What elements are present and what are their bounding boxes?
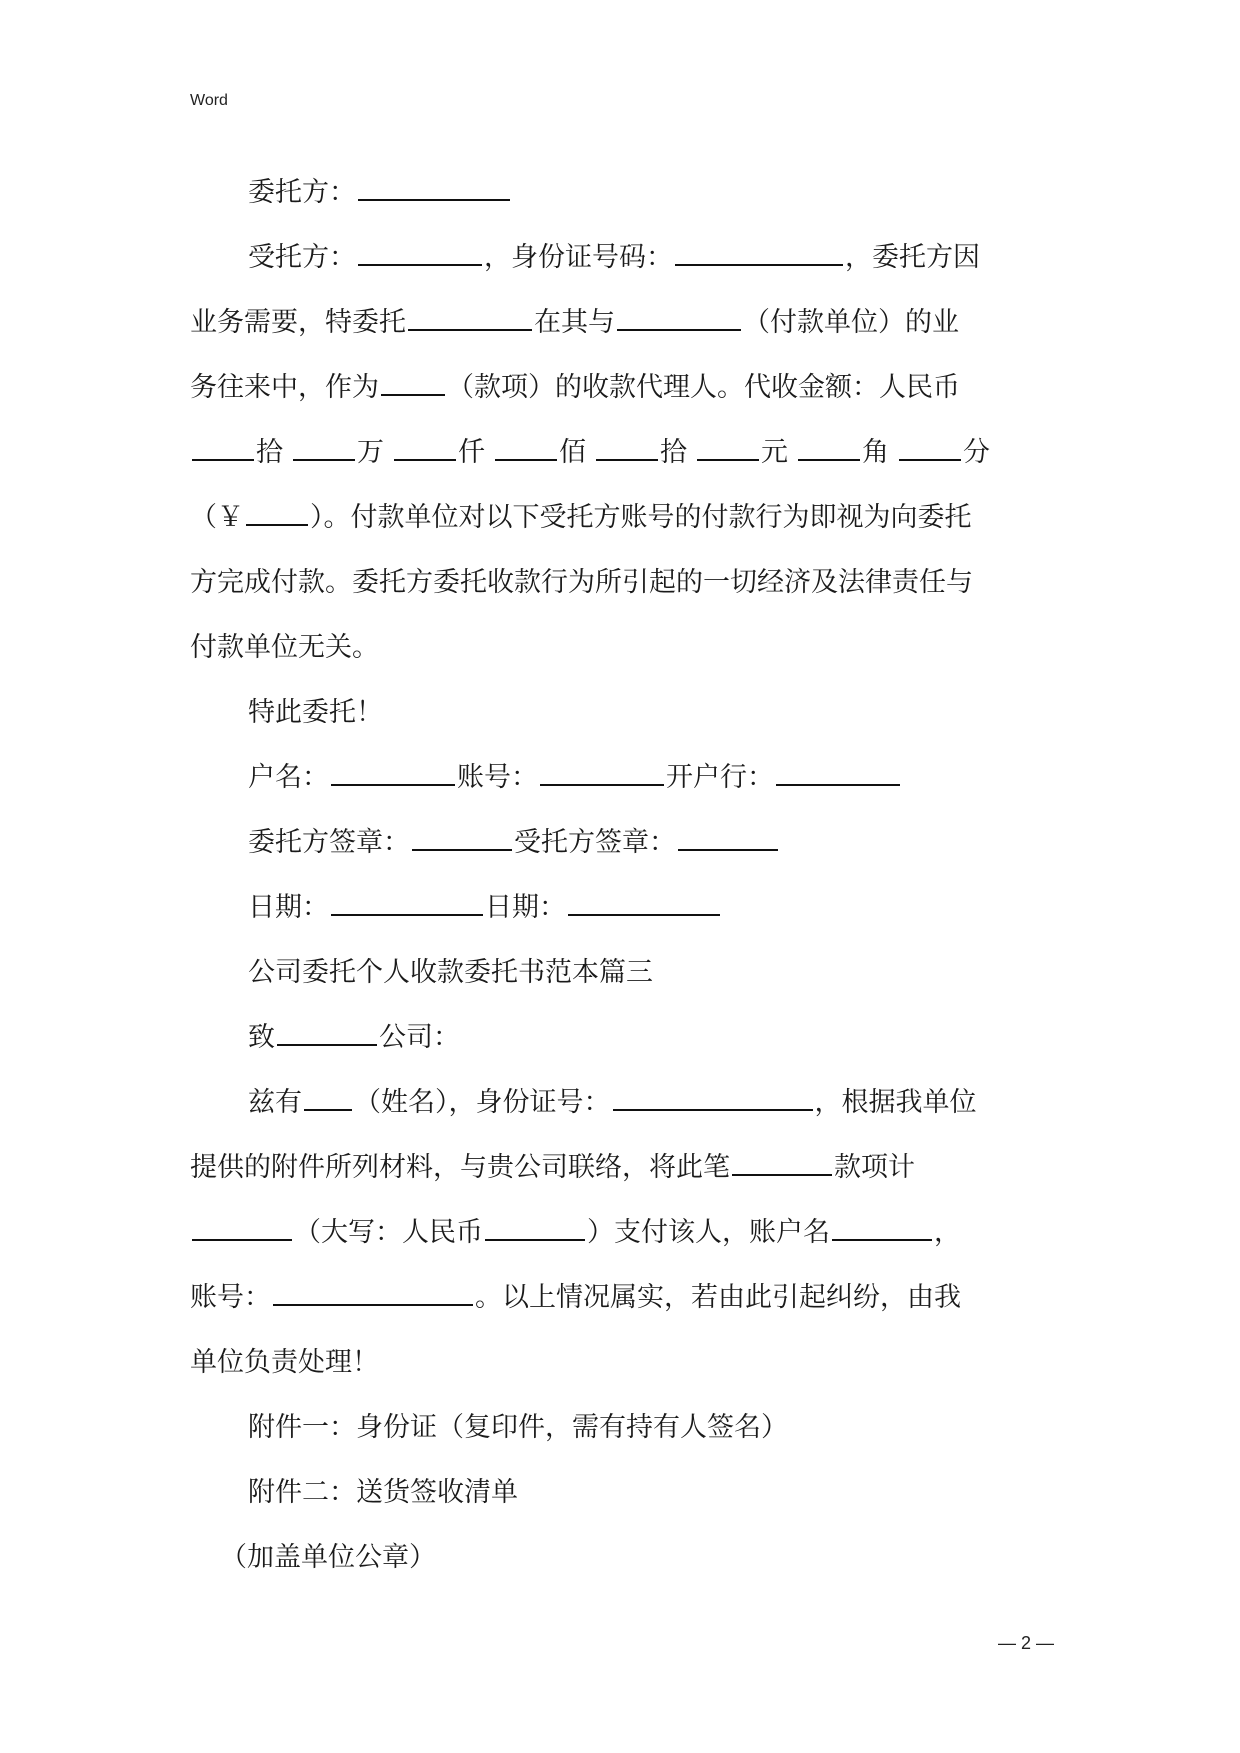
line-text: 委托方签章： — [248, 827, 410, 858]
line-text: 账号： — [190, 1282, 271, 1313]
amount-line — [190, 420, 1056, 485]
id-number-blank — [613, 1079, 813, 1111]
line-text: 附件一：身份证（复印件，需有持有人签名） — [248, 1412, 788, 1443]
amount-unit: 拾 — [660, 437, 687, 468]
amount-blank — [192, 1209, 292, 1241]
line-text: 受托方： — [248, 242, 356, 273]
account-holder-blank — [832, 1209, 932, 1241]
trustee-name-blank — [358, 234, 482, 266]
seal-note-line — [190, 1525, 1056, 1590]
amount-blank — [192, 429, 254, 461]
amount-unit: 分 — [963, 437, 990, 468]
amount-blank — [495, 429, 557, 461]
line-text: 兹有 — [248, 1087, 302, 1118]
paragraph-line — [190, 550, 1056, 615]
line-text: 在其与 — [534, 307, 615, 338]
paragraph-line — [190, 355, 1056, 420]
line-text: 特此委托！ — [248, 697, 383, 728]
paragraph-line — [190, 485, 1056, 550]
account-number-blank — [540, 754, 664, 786]
line-text: （付款单位）的业 — [743, 307, 959, 338]
line-text: 委托方： — [248, 177, 356, 208]
amount-blank — [394, 429, 456, 461]
account-number-blank — [273, 1274, 473, 1306]
document-body — [190, 160, 1056, 1590]
paragraph-line — [190, 1200, 1056, 1265]
paragraph-line — [190, 1330, 1056, 1395]
line-text: 受托方签章： — [514, 827, 676, 858]
line-text: ）。付款单位对以下受托方账号的付款行为即视为向委托 — [310, 502, 972, 533]
line-text: 致 — [248, 1022, 275, 1053]
amount-blank — [293, 429, 355, 461]
account-name-blank — [331, 754, 455, 786]
payer-blank — [617, 299, 741, 331]
line-text: （加盖单位公章） — [220, 1542, 436, 1573]
line-text: ，根据我单位 — [814, 1087, 977, 1118]
paragraph-line — [190, 1135, 1056, 1200]
date-line — [190, 875, 1056, 940]
paragraph-line — [190, 615, 1056, 680]
line-text: 日期： — [485, 892, 566, 923]
attachment-line — [190, 1395, 1056, 1460]
paragraph-line — [190, 1070, 1056, 1135]
line-text: 账号： — [457, 762, 538, 793]
line-text: ，身份证号码： — [484, 242, 673, 273]
amount-blank — [697, 429, 759, 461]
company-blank — [277, 1014, 377, 1046]
line-text: ，委托方因 — [845, 242, 980, 273]
agent-blank — [408, 299, 532, 331]
line-text: ）支付该人，账户名 — [587, 1217, 830, 1248]
paragraph-line — [190, 290, 1056, 355]
account-info-line — [190, 745, 1056, 810]
entrusting-party-blank — [358, 169, 510, 201]
line-text: （大写：人民币 — [294, 1217, 483, 1248]
entrusting-signature-blank — [412, 819, 512, 851]
date-blank — [331, 884, 483, 916]
page-number: — 2 — — [997, 1633, 1054, 1653]
payment-blank — [732, 1144, 832, 1176]
line-text: （￥ — [190, 502, 244, 533]
amount-unit: 万 — [357, 437, 384, 468]
line-text: （姓名），身份证号： — [354, 1087, 611, 1118]
date-blank — [568, 884, 720, 916]
line-text: 公司： — [379, 1022, 460, 1053]
line-text: 付款单位无关。 — [190, 632, 379, 663]
line-text: 开户行： — [666, 762, 774, 793]
amount-blank — [798, 429, 860, 461]
amount-unit: 角 — [862, 437, 889, 468]
id-number-blank — [675, 234, 843, 266]
trustee-signature-blank — [678, 819, 778, 851]
trustee-line — [190, 225, 1056, 290]
yuan-amount-blank — [246, 494, 308, 526]
line-text: ， — [934, 1217, 961, 1248]
attachment-line — [190, 1460, 1056, 1525]
line-text: 提供的附件所列材料，与贵公司联络，将此笔 — [190, 1152, 730, 1183]
amount-unit: 佰 — [559, 437, 586, 468]
line-text: 方完成付款。委托方委托收款行为所引起的一切经济及法律责任与 — [190, 567, 973, 598]
paragraph-line — [190, 1265, 1056, 1330]
signature-line — [190, 810, 1056, 875]
bank-blank — [776, 754, 900, 786]
amount-unit: 仟 — [458, 437, 485, 468]
capital-amount-blank — [485, 1209, 585, 1241]
name-blank — [304, 1079, 352, 1111]
amount-unit: 元 — [761, 437, 788, 468]
header-label: Word — [190, 92, 228, 109]
addressee-line — [190, 1005, 1056, 1070]
amount-unit: 拾 — [256, 437, 283, 468]
line-text: 日期： — [248, 892, 329, 923]
amount-blank — [899, 429, 961, 461]
line-text: 务往来中，作为 — [190, 372, 379, 403]
line-text: 公司委托个人收款委托书范本篇三 — [248, 957, 653, 988]
line-text: （款项）的收款代理人。代收金额：人民币 — [447, 372, 960, 403]
section-heading — [190, 940, 1056, 1005]
line-text: 单位负责处理！ — [190, 1347, 379, 1378]
entrusting-party-line — [190, 160, 1056, 225]
line-text: 附件二：送货签收清单 — [248, 1477, 518, 1508]
line-text: 。以上情况属实，若由此引起纠纷，由我 — [475, 1282, 961, 1313]
closing-line — [190, 680, 1056, 745]
line-text: 业务需要，特委托 — [190, 307, 406, 338]
line-text: 户名： — [248, 762, 329, 793]
amount-blank — [596, 429, 658, 461]
payment-item-blank — [381, 364, 445, 396]
line-text: 款项计 — [834, 1152, 915, 1183]
